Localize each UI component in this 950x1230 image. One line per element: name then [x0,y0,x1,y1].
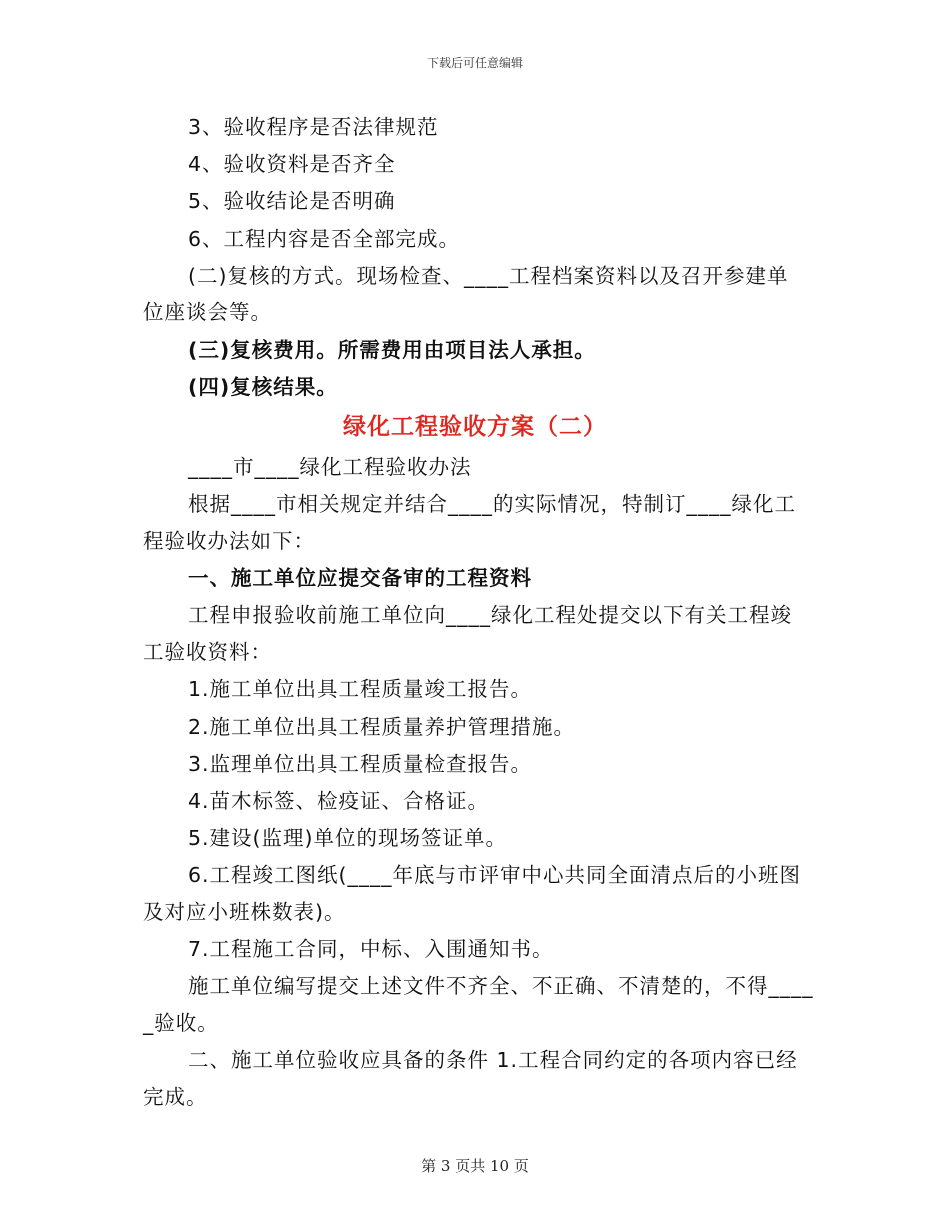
list-item-5: 5、验收结论是否明确 [188,189,396,213]
list-item: 5.建设(监理)单位的现场签证单。 [188,826,508,850]
paragraph-line: 工验收资料： [143,640,272,664]
paragraph-line: 程验收办法如下： [143,529,315,553]
page-footer: 第 3 页共 10 页 [421,1157,529,1175]
bold-heading-line: 一、施工单位应提交备审的工程资料 [188,566,532,590]
list-item-continuation: 及对应小班株数表)。 [143,900,346,924]
list-item: 6.工程竣工图纸(____年底与市评审中心共同全面清点后的小班图 [188,863,802,887]
list-item: 3.监理单位出具工程质量检查报告。 [188,752,533,776]
bold-heading-line: (三)复核费用。所需费用由项目法人承担。 [188,338,596,362]
bold-heading-line: (四)复核结果。 [188,375,338,399]
paragraph-line: (二)复核的方式。现场检查、____工程档案资料以及召开参建单 [188,264,789,288]
section-title: 绿化工程验收方案（二） [343,414,607,440]
page-header: 下载后可任意编辑 [426,56,523,70]
paragraph-line: 施工单位编写提交上述文件不齐全、不正确、不清楚的，不得____ [188,974,814,998]
list-item-4: 4、验收资料是否齐全 [188,152,396,176]
paragraph-line: 根据____市相关规定并结合____的实际情况，特制订____绿化工 [188,492,796,516]
paragraph-line: 二、施工单位验收应具备的条件 1.工程合同约定的各项内容已经 [188,1048,798,1072]
paragraph-line: _验收。 [143,1011,219,1035]
paragraph-line: 完成。 [143,1085,208,1109]
paragraph-line: ____市____绿化工程验收办法 [188,455,472,479]
list-item: 7.工程施工合同，中标、入围通知书。 [188,937,554,961]
list-item: 4.苗木标签、检疫证、合格证。 [188,789,490,813]
paragraph-line: 工程申报验收前施工单位向____绿化工程处提交以下有关工程竣 [188,603,792,627]
list-item-3: 3、验收程序是否法律规范 [188,115,439,139]
list-item-6: 6、工程内容是否全部完成。 [188,227,461,251]
list-item: 2.施工单位出具工程质量养护管理措施。 [188,715,576,739]
list-item: 1.施工单位出具工程质量竣工报告。 [188,677,533,701]
paragraph-line: 位座谈会等。 [143,300,272,324]
